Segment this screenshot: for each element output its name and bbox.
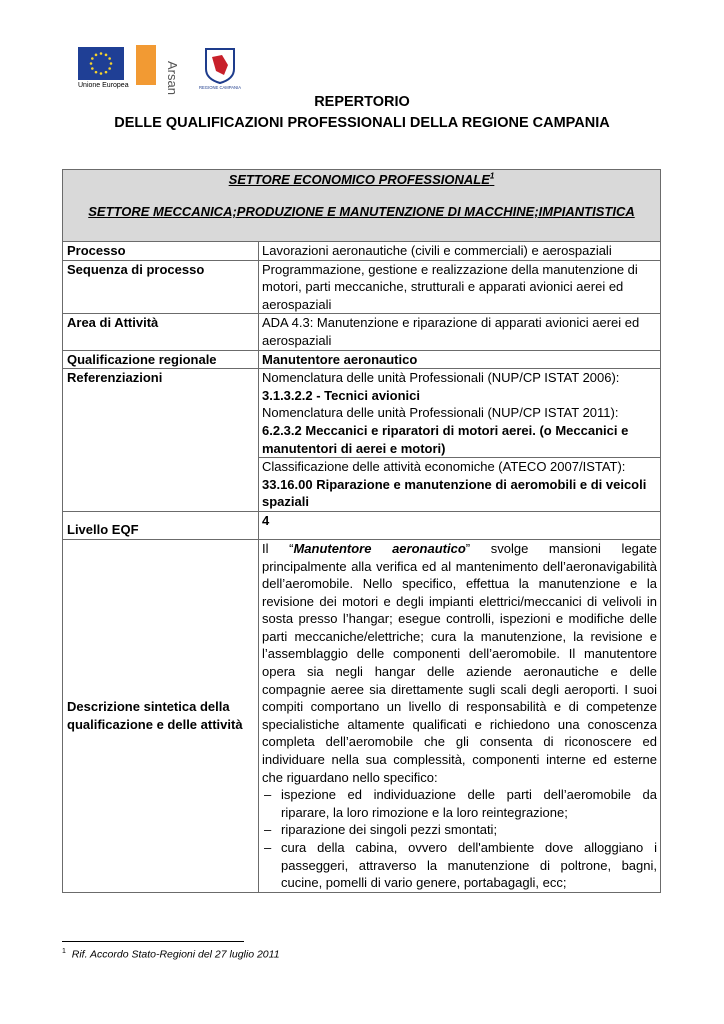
- list-item: – riparazione dei singoli pezzi smontati;: [262, 821, 657, 839]
- eu-star-icon: [105, 71, 108, 74]
- footnote-divider: [62, 941, 244, 942]
- area-value: ADA 4.3: Manutenzione e riparazione di apparati avionici aerei ed aerospaziali: [259, 314, 661, 350]
- eu-caption: Unione Europea: [78, 82, 129, 89]
- nup2011-text: Nomenclatura delle unità Professionali (NUP/CP ISTAT 2011):: [262, 405, 619, 421]
- livello-label: Livello EQF: [63, 511, 259, 539]
- settore-row: [63, 170, 661, 242]
- ateco-text: Classificazione delle attività economiche (ATECO 2007/ISTAT):: [262, 459, 626, 475]
- table-row-area: [63, 314, 661, 350]
- referenziazioni-label: Referenziazioni: [63, 369, 259, 512]
- eu-star-icon: [95, 71, 98, 74]
- eu-star-icon: [91, 57, 94, 60]
- descrizione-value: [259, 539, 661, 892]
- eu-star-icon: [105, 54, 108, 57]
- referenziazioni-ateco: [259, 458, 661, 512]
- arsan-logo: [136, 45, 180, 95]
- settore-value: SETTORE MECCANICA;PRODUZIONE E MANUTENZIONE DI MACCHINE;IMPIANTISTICA: [88, 204, 635, 219]
- qualificazione-value: Manutentore aeronautico: [259, 350, 661, 369]
- eu-flag-logo: [78, 47, 124, 80]
- eu-star-icon: [91, 67, 94, 70]
- list-item: – ispezione ed individuazione delle parti dell’aeromobile da riparare, la loro rimozione e la loro reintegrazione;: [262, 786, 657, 821]
- page-subtitle: DELLE QUALIFICAZIONI PROFESSIONALI DELLA REGIONE CAMPANIA: [114, 115, 610, 131]
- eu-star-icon: [110, 62, 113, 65]
- table-row-descrizione: [63, 539, 661, 892]
- descrizione-label: Descrizione sintetica della qualificazione e delle attività: [63, 539, 259, 892]
- intro-prefix: Il “: [262, 540, 294, 556]
- table-row-sequenza: [63, 260, 661, 314]
- regione-campania-logo: [198, 47, 242, 91]
- intro-suffix: ” svolge mansioni legate principalmente alla verifica ed al mantenimento dell’aeronavigabilità dell’aeromobile. Nello specifico, effettua la manutenzione e la revisione dei motori e degli impianti elettrici/meccanici di velivoli in sosta presso l’hangar; esegue controlli, ispezioni e modifiche delle parti meccaniche/elettriche; cura la manutenzione, la revisione e l’assemblaggio delle componenti dell’aeromobile. Il manutentore opera sia negli hangar delle aziende aeronautiche e delle compagnie aeree sia direttamente sugli scali degli aeroporti. I suoi compiti comportano un livello di responsabilità e di competenze specialistiche altamente qualificati e richiedono una conoscenza completa dell’aeromobile che gli consenta di riconoscere ed individuare nella sua complessità, componenti interne ed esterne che riguardano nello specifico:: [262, 540, 657, 785]
- table-row-livello: [63, 511, 661, 539]
- footnote: [62, 948, 280, 961]
- descrizione-intro: [262, 540, 657, 786]
- footnote-text: Rif. Accordo Stato-Regioni del 27 luglio 2011: [71, 948, 280, 961]
- settore-label: SETTORE ECONOMICO PROFESSIONALE: [228, 172, 490, 187]
- nup2006-text: Nomenclatura delle unità Professionali (NUP/CP ISTAT 2006):: [262, 370, 620, 386]
- eu-star-icon: [108, 67, 111, 70]
- table-row-processo: [63, 242, 661, 261]
- eu-star-icon: [100, 52, 103, 55]
- area-label: Area di Attività: [63, 314, 259, 350]
- eu-star-icon: [108, 57, 111, 60]
- page-title: REPERTORIO: [314, 94, 410, 110]
- table-row-referenziazioni-1: [63, 369, 661, 458]
- qualification-table: [62, 169, 661, 893]
- footnote-number: 1: [62, 948, 66, 955]
- sequenza-label: Sequenza di processo: [63, 260, 259, 314]
- list-item: – cura della cabina, ovvero dell'ambiente dove alloggiano i passeggeri, attraverso la manutenzione di poltrone, bagni, cucine, pomelli di vario genere, portabagagli, ecc;: [262, 839, 657, 892]
- processo-value: Lavorazioni aeronautiche (civili e commerciali) e aerospaziali: [259, 242, 661, 261]
- qualificazione-label: Qualificazione regionale: [63, 350, 259, 369]
- eu-star-icon: [95, 54, 98, 57]
- livello-value: 4: [259, 511, 661, 539]
- settore-header: [63, 170, 661, 242]
- nup2011-code: 6.2.3.2 Meccanici e riparatori di motori aerei. (o Meccanici e manutentori di aerei e motori): [262, 422, 629, 456]
- svg-text:Arsan: Arsan: [165, 61, 180, 95]
- processo-label: Processo: [63, 242, 259, 261]
- eu-star-icon: [90, 62, 93, 65]
- intro-term: Manutentore aeronautico: [293, 540, 466, 556]
- nup2006-code: 3.1.3.2.2 - Tecnici avionici: [262, 387, 420, 403]
- eu-star-icon: [100, 72, 103, 75]
- table-row-qualificazione: [63, 350, 661, 369]
- footnote-ref: 1: [489, 171, 495, 181]
- descrizione-list: [262, 786, 657, 892]
- ateco-code: 33.16.00 Riparazione e manutenzione di aeromobili e di veicoli spaziali: [262, 476, 647, 510]
- referenziazioni-nup: [259, 369, 661, 458]
- svg-text:REGIONE CAMPANIA: REGIONE CAMPANIA: [198, 85, 242, 90]
- sequenza-value: Programmazione, gestione e realizzazione della manutenzione di motori, parti meccaniche, strutturali e apparati avionici aerei ed aerospaziali: [259, 260, 661, 314]
